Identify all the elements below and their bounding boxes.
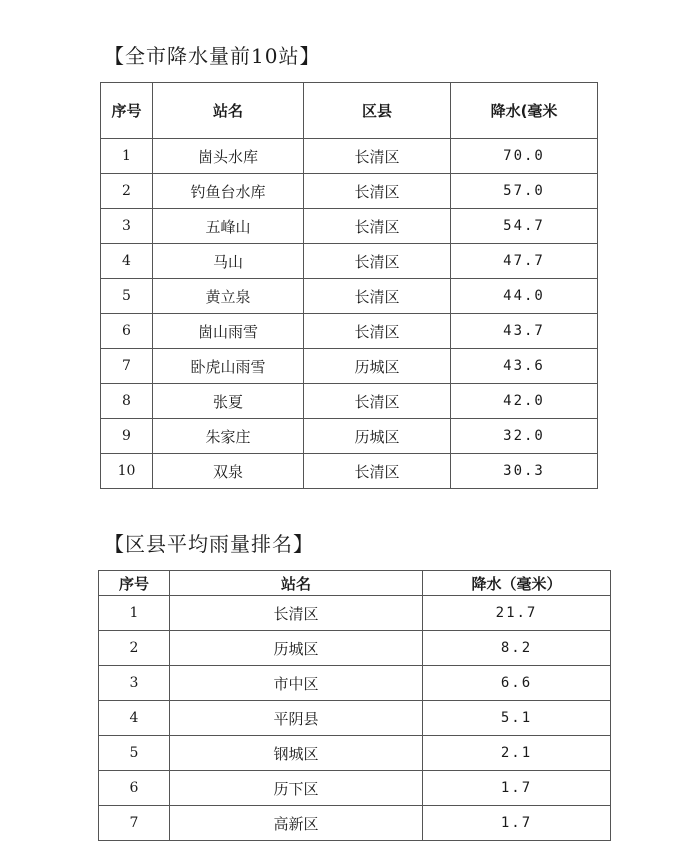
table-row: [101, 314, 598, 349]
top-stations-title: 【全市降水量前10站】: [104, 44, 321, 68]
cell-district: 长清区: [304, 454, 451, 489]
cell-index: 10: [101, 454, 153, 489]
table-row: [101, 174, 598, 209]
cell-index: 3: [99, 666, 170, 701]
cell-rainfall: 1.7: [423, 806, 611, 841]
cell-station: 马山: [153, 244, 304, 279]
cell-station: 朱家庄: [153, 419, 304, 454]
table-row: [101, 279, 598, 314]
table-row: [99, 806, 611, 841]
cell-district: 长清区: [304, 174, 451, 209]
cell-district: 平阴县: [170, 701, 423, 736]
cell-rainfall: 47.7: [451, 244, 598, 279]
cell-district: 钢城区: [170, 736, 423, 771]
table-header-row: [101, 83, 598, 139]
column-header-rainfall: 降水（毫米）: [423, 571, 611, 596]
table-row: [101, 209, 598, 244]
cell-rainfall: 8.2: [423, 631, 611, 666]
cell-index: 6: [99, 771, 170, 806]
cell-station: 张夏: [153, 384, 304, 419]
cell-rainfall: 6.6: [423, 666, 611, 701]
cell-district: 历下区: [170, 771, 423, 806]
cell-district: 市中区: [170, 666, 423, 701]
column-header-rainfall: 降水(毫米: [451, 83, 598, 139]
table-row: [99, 596, 611, 631]
cell-rainfall: 70.0: [451, 139, 598, 174]
cell-station: 黄立泉: [153, 279, 304, 314]
cell-rainfall: 1.7: [423, 771, 611, 806]
cell-rainfall: 21.7: [423, 596, 611, 631]
cell-station: 钓鱼台水库: [153, 174, 304, 209]
cell-index: 4: [101, 244, 153, 279]
cell-index: 4: [99, 701, 170, 736]
cell-index: 2: [99, 631, 170, 666]
table-row: [101, 139, 598, 174]
cell-district: 历城区: [304, 419, 451, 454]
cell-rainfall: 43.6: [451, 349, 598, 384]
table-row: [101, 419, 598, 454]
cell-district: 长清区: [170, 596, 423, 631]
cell-station: 卧虎山雨雪: [153, 349, 304, 384]
column-header-district: 区县: [304, 83, 451, 139]
cell-rainfall: 44.0: [451, 279, 598, 314]
district-ranking-title: 【区县平均雨量排名】: [104, 532, 314, 556]
table-row: [99, 631, 611, 666]
cell-index: 1: [101, 139, 153, 174]
cell-rainfall: 54.7: [451, 209, 598, 244]
table-row: [101, 384, 598, 419]
cell-index: 5: [99, 736, 170, 771]
cell-district: 长清区: [304, 314, 451, 349]
column-header-index: 序号: [99, 571, 170, 596]
table-row: [101, 349, 598, 384]
cell-rainfall: 30.3: [451, 454, 598, 489]
cell-district: 长清区: [304, 209, 451, 244]
column-header-station: 站名: [153, 83, 304, 139]
cell-index: 8: [101, 384, 153, 419]
cell-index: 7: [99, 806, 170, 841]
district-ranking-table: [98, 570, 611, 841]
cell-station: 崮山雨雪: [153, 314, 304, 349]
table-row: [99, 666, 611, 701]
table-row: [99, 771, 611, 806]
cell-station: 双泉: [153, 454, 304, 489]
cell-station: 五峰山: [153, 209, 304, 244]
cell-district: 长清区: [304, 384, 451, 419]
cell-rainfall: 32.0: [451, 419, 598, 454]
cell-index: 7: [101, 349, 153, 384]
table-header-row: [99, 571, 611, 596]
top-stations-table: [100, 82, 598, 489]
cell-rainfall: 57.0: [451, 174, 598, 209]
table-row: [99, 736, 611, 771]
cell-index: 1: [99, 596, 170, 631]
cell-district: 历城区: [304, 349, 451, 384]
cell-district: 历城区: [170, 631, 423, 666]
cell-district: 高新区: [170, 806, 423, 841]
cell-index: 5: [101, 279, 153, 314]
cell-station: 崮头水库: [153, 139, 304, 174]
cell-district: 长清区: [304, 244, 451, 279]
column-header-index: 序号: [101, 83, 153, 139]
cell-rainfall: 2.1: [423, 736, 611, 771]
cell-rainfall: 42.0: [451, 384, 598, 419]
table-row: [99, 701, 611, 736]
cell-rainfall: 43.7: [451, 314, 598, 349]
table-row: [101, 244, 598, 279]
cell-index: 6: [101, 314, 153, 349]
cell-index: 2: [101, 174, 153, 209]
table-row: [101, 454, 598, 489]
cell-rainfall: 5.1: [423, 701, 611, 736]
column-header-station: 站名: [170, 571, 423, 596]
cell-index: 9: [101, 419, 153, 454]
cell-district: 长清区: [304, 139, 451, 174]
cell-index: 3: [101, 209, 153, 244]
cell-district: 长清区: [304, 279, 451, 314]
